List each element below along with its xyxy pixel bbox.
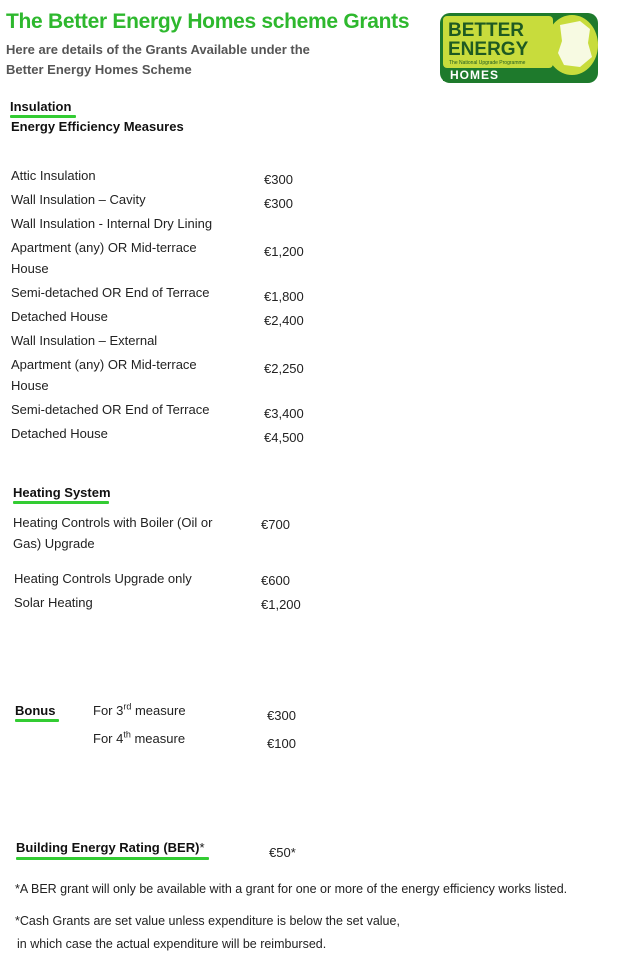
item-label: Apartment (any) OR Mid-terrace bbox=[11, 240, 197, 255]
item-value: €300 bbox=[264, 196, 293, 211]
ber-underline bbox=[16, 857, 209, 860]
note-cash-line-1: *Cash Grants are set value unless expenditure is below the set value, bbox=[15, 914, 400, 928]
better-energy-homes-logo bbox=[440, 13, 600, 83]
item-value: €600 bbox=[261, 573, 290, 588]
item-label: Detached House bbox=[11, 309, 108, 324]
item-label: Detached House bbox=[11, 426, 108, 441]
item-label: Solar Heating bbox=[14, 595, 93, 610]
logo-line-2: ENERGY bbox=[448, 39, 529, 60]
page-title: The Better Energy Homes scheme Grants bbox=[6, 10, 410, 33]
heating-underline bbox=[13, 501, 109, 504]
item-label: Semi-detached OR End of Terrace bbox=[11, 285, 210, 300]
bonus-item-label: For 3rd measure bbox=[93, 701, 186, 718]
intro-line-2: Better Energy Homes Scheme bbox=[6, 62, 192, 77]
item-label: Wall Insulation – Cavity bbox=[11, 192, 146, 207]
item-label: Attic Insulation bbox=[11, 168, 96, 183]
item-value: €4,500 bbox=[264, 430, 304, 445]
insulation-subheading: Energy Efficiency Measures bbox=[11, 119, 184, 134]
item-label: Semi-detached OR End of Terrace bbox=[11, 402, 210, 417]
bonus-item-value: €100 bbox=[267, 736, 296, 751]
item-label-cont: House bbox=[11, 378, 49, 393]
bonus-heading: Bonus bbox=[15, 703, 56, 718]
item-value: €1,800 bbox=[264, 289, 304, 304]
insulation-heading: Insulation bbox=[10, 99, 72, 114]
note-ber: *A BER grant will only be available with a grant for one or more of the energy efficiency works listed. bbox=[15, 882, 568, 896]
insulation-underline bbox=[10, 115, 76, 118]
heating-heading: Heating System bbox=[13, 485, 111, 500]
item-value: €1,200 bbox=[261, 597, 301, 612]
ber-value: €50* bbox=[269, 845, 296, 860]
intro-line-1: Here are details of the Grants Available under the bbox=[6, 42, 310, 57]
item-value: €1,200 bbox=[264, 244, 304, 259]
bonus-item-value: €300 bbox=[267, 708, 296, 723]
item-value: €700 bbox=[261, 517, 290, 532]
bonus-underline bbox=[15, 719, 59, 722]
bonus-item-label: For 4th measure bbox=[93, 729, 186, 746]
item-label: Wall Insulation - Internal Dry Lining bbox=[11, 216, 213, 231]
item-value: €2,250 bbox=[264, 361, 304, 376]
item-value: €2,400 bbox=[264, 313, 304, 328]
item-label-cont: Gas) Upgrade bbox=[13, 536, 95, 551]
item-label-cont: House bbox=[11, 261, 49, 276]
ber-heading: Building Energy Rating (BER)* bbox=[16, 840, 205, 855]
logo-tagline: The National Upgrade Programme bbox=[449, 60, 526, 66]
item-label: Heating Controls with Boiler (Oil or bbox=[13, 515, 213, 530]
logo-graphic bbox=[440, 13, 600, 83]
note-cash-line-2: in which case the actual expenditure will be reimbursed. bbox=[17, 937, 327, 951]
ireland-map-icon bbox=[558, 21, 592, 67]
item-value: €3,400 bbox=[264, 406, 304, 421]
item-value: €300 bbox=[264, 172, 293, 187]
logo-line-3: HOMES bbox=[450, 68, 500, 82]
logo-line-1: BETTER bbox=[448, 20, 524, 41]
item-label: Wall Insulation – External bbox=[11, 333, 158, 348]
item-label: Heating Controls Upgrade only bbox=[14, 571, 192, 586]
item-label: Apartment (any) OR Mid-terrace bbox=[11, 357, 197, 372]
